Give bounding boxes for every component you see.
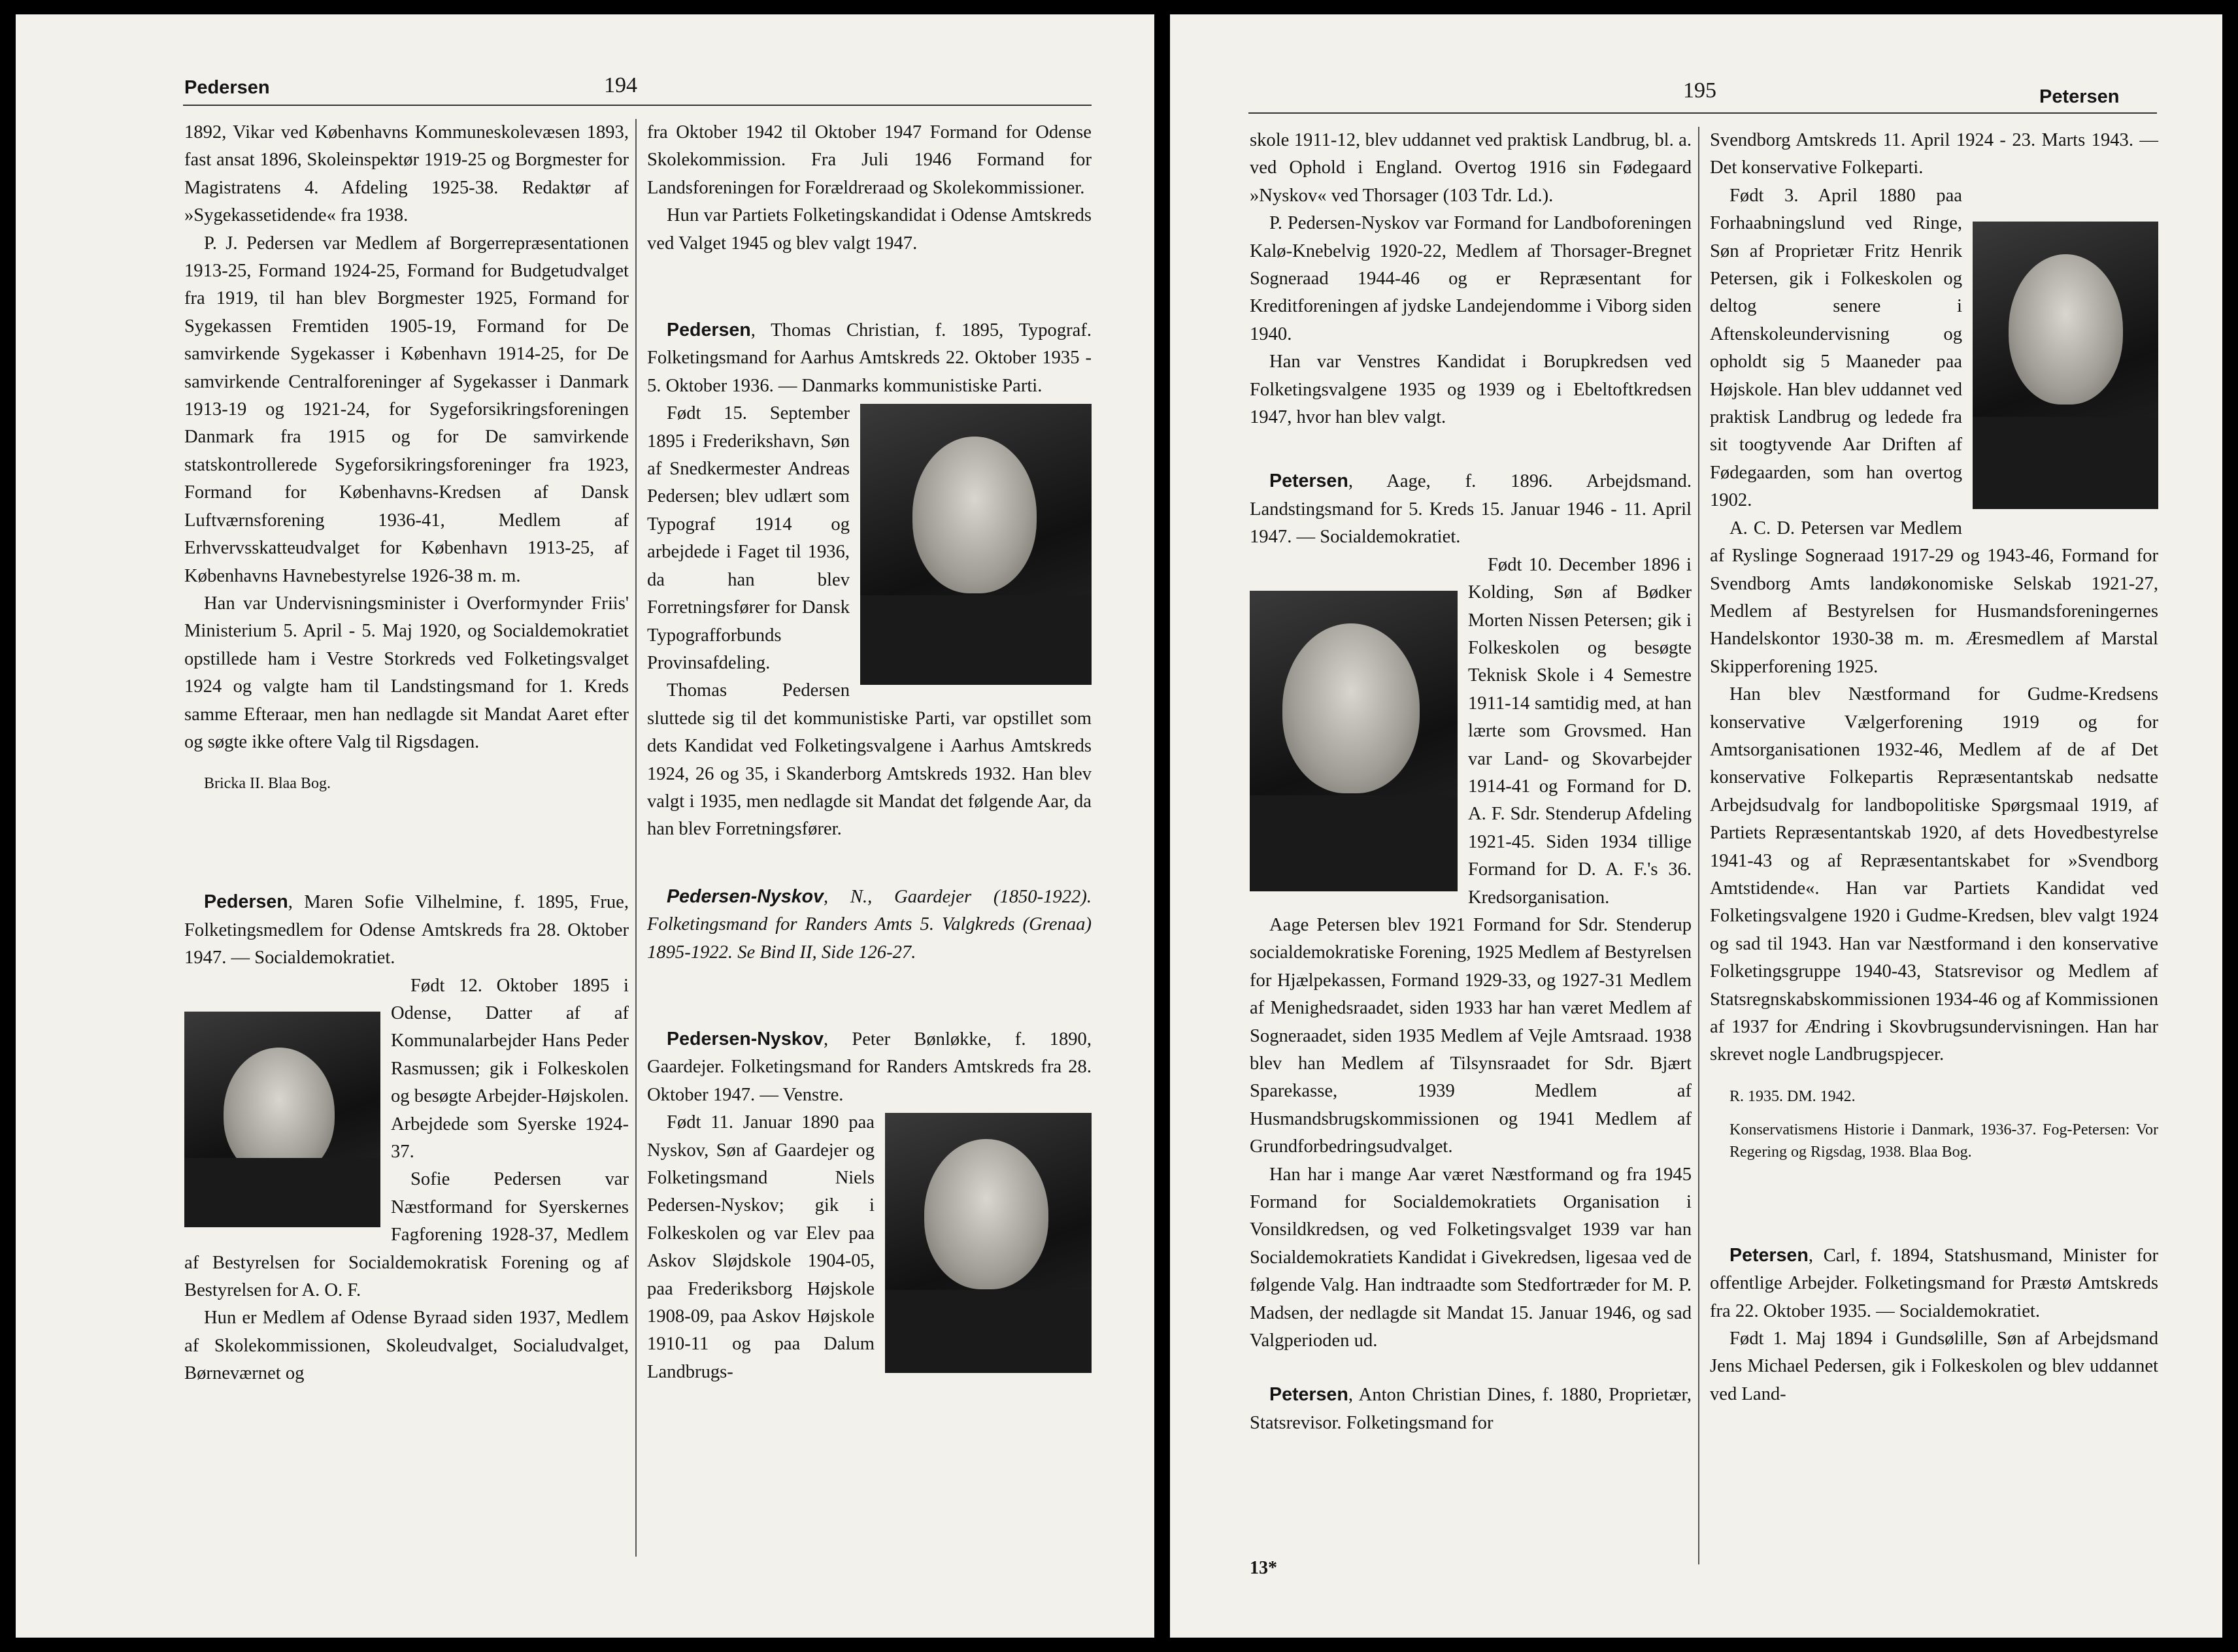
text-column-2 [1710,127,2158,1408]
paragraph: 1892, Vikar ved Københavns Kommuneskolevæsen 1893, fast ansat 1896, Skoleinspektør 1919-25 og Borgmester for Magistratens 4. Afdeling 1925-38. Redaktør af »Sygekassetidende« fra 1938. [184,122,629,226]
page-number: 194 [604,73,637,97]
paragraph: Født 10. December 1896 i Kolding, Søn af Bødker Morten Nissen Petersen; gik i Folkeskolen og besøgte Teknisk Skole i 4 Semestre 1911-14 samtidig med, at han lærte som Grovsmed. Han var Land- og Skovarbejder 1914-41 og Formand for D. A. F. Sdr. Stenderup Afdeling 1921-45. Siden 1934 tillige Formand for D. A. F.'s 36. Kredsorganisation. [1468,554,1692,908]
entry-heading: Petersen, Carl, f. 1894, Statshusmand, Minister for offentlige Arbejder. Folketingsmand for Præstø Amtskreds fra 22. Oktober 1935. — Socialdemokratiet. [1710,1244,2158,1321]
portrait-shoulders [885,1290,1092,1373]
paragraph: Svendborg Amtskreds 11. April 1924 - 23. Marts 1943. — Det konservative Folkeparti. [1710,130,2158,178]
paragraph: P. J. Pedersen var Medlem af Borgerrepræsentationen 1913-25, Formand 1924-25, Formand for Budgetudvalget fra 1919, til han blev Borgmester 1925, Formand for Sygekassen Fremtiden 1905-19, Formand for De samvirkende Sygekasser i København 1914-25, for De samvirkende Centralforeninger af Sygekasser i Danmark 1913-19 og 1921-24, for Sygeforsikringsforeningen Danmark fra 1915 og for De samvirkende statskontrollerede Sygeforsikringsforeninger fra 1923, Formand for Københavns-Kredsen af Dansk Luftværnsforening 1936-41, Medlem af Erhvervsskatteudvalget for København 1913-25, af Københavns Havnebestyrelse 1926-38 m. m. [184,233,629,586]
paragraph: Hun var Partiets Folketingskandidat i Odense Amtskreds ved Valget 1945 og blev valgt 1947. [647,205,1092,254]
header-rule [183,105,1092,106]
paragraph: P. Pedersen-Nyskov var Formand for Landboforeningen Kalø-Knebelvig 1920-22, Medlem af Thorsager-Bregnet Sogneraad 1944-46 og er Repræsentant for Kreditforeningen af jydske Landejendomme i Viborg siden 1940. [1250,213,1692,344]
running-header [16,73,1154,103]
text-column-1 [1250,127,1692,1437]
entry-surname: Petersen [1269,1384,1348,1406]
signature-mark: 13* [1250,1558,1277,1578]
portrait-shoulders [1973,417,2158,509]
portrait-face [924,1139,1048,1289]
portrait-face [912,437,1037,593]
entry-surname: Pedersen-Nyskov [667,885,824,907]
entry-surname: Pedersen [204,891,288,913]
portrait-shoulders [184,1158,380,1227]
paragraph: Født 15. September 1895 i Frederikshavn, Søn af Snedkermester Andreas Pedersen; blev udlært som Typograf 1914 og arbejdede i Faget til 1936, da han blev Forretningsfører for Dansk Typografforbunds Provinsafdeling. [647,403,850,673]
running-head-name: Petersen [2039,86,2120,107]
entry-heading: Pedersen-Nyskov, N., Gaardejer (1850-1922). Folketingsmand for Randers Amts 5. Valgkreds (Grenaa) 1895-1922. Se Bind II, Side 126-27. [647,885,1092,963]
paragraph: Han har i mange Aar været Næstformand og fra 1945 Formand for Socialdemokratiets Organisation i Vonsildkredsen, og ved Folketingsvalget 1939 var han Socialdemokratiets Kandidat i Givekredsen, ligesaa ved de følgende Valg. Han indtraadte som Stedfortræder for M. P. Madsen, der nedlagde sit Mandat 15. Januar 1946, og sad Valgperioden ud. [1250,1164,1692,1351]
page-number: 195 [1683,78,1716,103]
paragraph: Han var Venstres Kandidat i Borupkredsen ved Folketingsvalgene 1935 og 1939 og i Ebeltoftkredsen 1947, hvor han blev valgt. [1250,352,1692,428]
paragraph: Født 3. April 1880 paa Forhaabningslund ved Ringe, Søn af Proprietær Fritz Henrik Petersen, gik i Folkeskolen og deltog senere i Aftenskoleundervisning og opholdt sig 5 Maaneder paa Højskole. Han blev uddannet ved praktisk Landbrug og ledede fra sit toogtyvende Aar Driften af Fødegaarden, som han overtog 1902. [1710,185,1962,511]
entry-surname: Petersen [1269,471,1348,492]
running-header [1170,73,2222,107]
portrait-photo-anton-petersen [1973,222,2158,509]
portrait-face [2009,254,2123,405]
entry-surname: Pedersen [667,320,751,341]
column-separator [635,119,637,1557]
portrait-photo-aage-petersen [1250,591,1458,891]
entry-heading: Petersen, Anton Christian Dines, f. 1880, Proprietær, Statsrevisor. Folketingsmand for [1250,1384,1692,1433]
portrait-photo-thomas-pedersen [860,404,1092,685]
paragraph: Hun er Medlem af Odense Byraad siden 1937, Medlem af Skolekommissionen, Skoleudvalget, Socialudvalget, Børneværnet og [184,1308,629,1384]
running-head-name: Pedersen [184,77,270,98]
paragraph: Født 1. Maj 1894 i Gundsølille, Søn af Arbejdsmand Jens Michael Pedersen, gik i Folkeskolen og blev uddannet ved Land- [1710,1329,2158,1404]
paragraph: Thomas Pedersen sluttede sig til det kommunistiske Parti, var opstillet som dets Kandidat ved Folketingsvalgene i Aarhus Amtskreds 1924, 26 og 35, i Skanderborg Amtskreds 1932. Han blev valgt i 1935, men nedlagde sit Mandat det følgende Aar, da han blev Forretningsfører. [647,680,1092,840]
column-separator [1698,127,1699,1564]
entry-heading: Pedersen-Nyskov, Peter Bønløkke, f. 1890, Gaardejer. Folketingsmand for Randers Amtskreds fra 28. Oktober 1947. — Venstre. [647,1028,1092,1105]
entry-surname: Pedersen-Nyskov [667,1028,824,1049]
portrait-shoulders [860,595,1092,686]
bibliography: Konservatismens Historie i Danmark, 1936-37. Fog-Petersen: Vor Regering og Rigsdag, 1938. Blaa Bog. [1729,1121,2158,1161]
paragraph: skole 1911-12, blev uddannet ved praktisk Landbrug, bl. a. ved Ophold i England. Overtog 1916 sin Fødegaard »Nyskov« ved Thorsager (103 Tdr. Ld.). [1250,130,1692,206]
portrait-face [1282,623,1420,793]
paragraph: Aage Petersen blev 1921 Formand for Sdr. Stenderup socialdemokratiske Forening, 1925 Medlem af Bestyrelsen for Hjælpekassen, Formand 1929-33, og 1927-31 Medlem af Menighedsraadet, siden 1933 har han været Medlem af Sogneraadet, siden 1935 Medlem af Vejle Amtsraad. 1938 blev han Medlem af Tilsynsraadet for Sdr. Bjært Sparekasse, 1939 Medlem af Husmandsbrugskommissionen og 1941 Medlem af Grundforbedringsudvalget. [1250,914,1692,1157]
paragraph: fra Oktober 1942 til Oktober 1947 Formand for Odense Skolekommission. Fra Juli 1946 Formand for Landsforeningen for Forældreraad og Skolekommissioner. [647,122,1092,198]
portrait-photo-pedersen-nyskov [885,1113,1092,1373]
entry-surname: Petersen [1729,1244,1809,1266]
paragraph: Født 11. Januar 1890 paa Nyskov, Søn af Gaardejer og Folketingsmand Niels Pedersen-Nyskov; gik i Folkeskolen og var Elev paa Askov Sløjdskole 1904-05, paa Frederiksborg Højskole 1908-09, paa Askov Højskole 1910-11 og paa Dalum Landbrugs- [647,1112,875,1382]
entry-heading: Pedersen, Maren Sofie Vilhelmine, f. 1895, Frue, Folketingsmedlem for Odense Amtskreds fra 28. Oktober 1947. — Socialdemokratiet. [184,891,629,968]
reference: Bricka II. Blaa Bog. [204,775,331,793]
paragraph: Født 12. Oktober 1895 i Odense, Datter af af Kommunalarbejder Hans Peder Rasmussen; gik i Folkeskolen og besøgte Arbejder-Højskolen. Arbejdede som Syerske 1924-37. [391,975,629,1162]
entry-heading: Pedersen, Thomas Christian, f. 1895, Typograf. Folketingsmand for Aarhus Amtskreds 22. Oktober 1935 - 5. Oktober 1936. — Danmarks kommunistiske Parti. [647,320,1092,396]
header-rule [1248,112,2157,114]
paragraph: A. C. D. Petersen var Medlem af Ryslinge Sogneraad 1917-29 og 1943-46, Formand for Svendborg Amts landøkonomiske Selskab 1921-27, Medlem af Bestyrelsen for Husmandsforeningernes Handelskontor 1930-38 m. m. Æresmedlem af Marstal Skipperforening 1925. [1710,518,2158,677]
text-column-2 [647,119,1092,1386]
right-page [1170,14,2222,1638]
reference: R. 1935. DM. 1942. [1729,1087,1856,1105]
paragraph: Han var Undervisningsminister i Overformynder Friis' Ministerium 5. April - 5. Maj 1920, og Socialdemokratiet opstillede ham i Vestre Storkreds ved Folketingsvalget 1924 og valgte ham til Landstingsmand for 1. Kreds samme Efteraar, men han nedlagde sit Mandat Aaret efter og søgte ikke oftere Valg til Rigsdagen. [184,593,629,752]
text-column-1 [184,119,629,1388]
portrait-shoulders [1250,795,1458,891]
left-page [16,14,1154,1638]
portrait-photo-sofie-pedersen [184,1012,380,1227]
entry-heading: Petersen, Aage, f. 1896. Arbejdsmand. Landstingsmand for 5. Kreds 15. Januar 1946 - 11. April 1947. — Socialdemokratiet. [1250,471,1692,548]
paragraph: Han blev Næstformand for Gudme-Kredsens konservative Vælgerforening 1919 og for Amtsorganisationen 1932-46, Medlem af de af Det konservative Folkepartis Repræsentantskab nedsatte Arbejdsudvalg for landbopolitiske Spørgsmaal 1919, af Partiets Repræsentantskab 1920, af dets Hovedbestyrelse 1941-43 og af Repræsentantskabet for »Svendborg Amtstidende«. Han var Partiets Kandidat ved Folketingsvalgene 1920 i Gudme-Kredsen, blev valgt 1924 og sad til 1943. Han var Næstformand i den konservative Folketingsgruppe 1940-43, Statsrevisor og Medlem af Statsregnskabskommissionen 1934-46 og af Kommissionen af 1937 for Ændring i Skovbrugsundervisningen. Han har skrevet nogle Landbrugspjecer. [1710,684,2158,1065]
paragraph: Sofie Pedersen var Næstformand for Syerskernes Fagforening 1928-37, Medlem af Bestyrelsen for Socialdemokratisk Forening og af Bestyrelsen for A. O. F. [184,1169,629,1301]
